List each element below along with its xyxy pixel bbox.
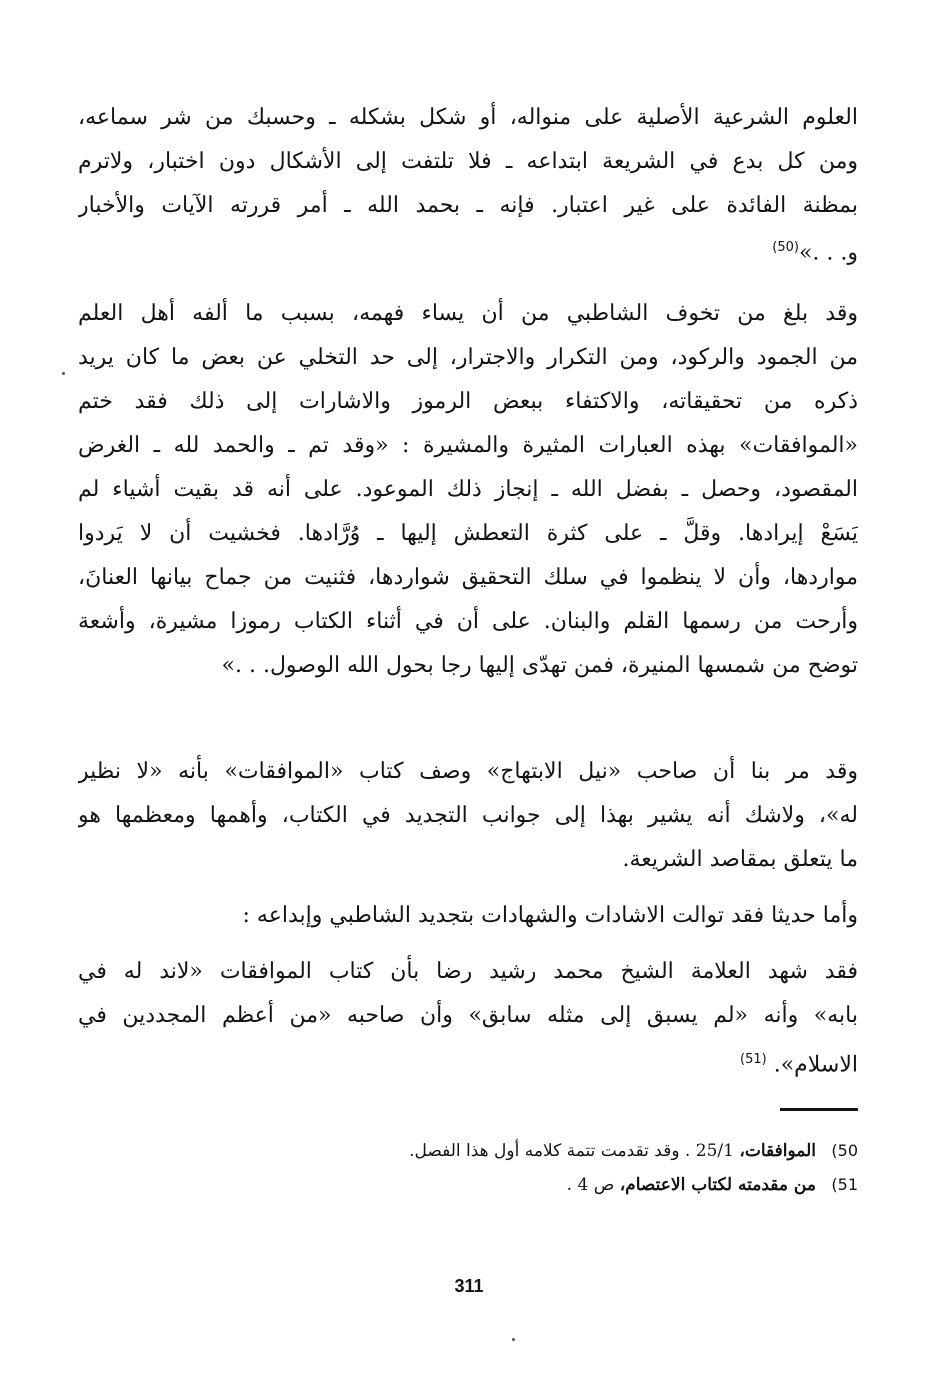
text-line: يَسَعْ إيرادها. وقلَّ ـ على كثرة التعطش إليها ـ وُرَّادها. فخشيت أن لا يَردوا [78,521,858,546]
paragraph-2 [78,292,858,688]
footnote-50 [78,1134,858,1168]
text-line: وقد مر بنا أن صاحب «نيل الابتهاج» وصف كتاب «الموافقات» بأنه «لا نظير [78,759,858,784]
footnote-ref: ص 4 [577,1175,615,1195]
footnote-ref-50: (50) [772,240,799,255]
text-line: «الموافقات» بهذه العبارات المثيرة والمشيرة : «وقد تم ـ والحمد لله ـ الغرض [78,433,858,458]
footnote-title: من مقدمته لكتاب الاعتصام، [619,1175,816,1195]
footnote-text: . وقد تقدمت تتمة كلامه أول هذا الفصل. [409,1141,691,1161]
footnote-title: الموافقات، [739,1141,816,1161]
scan-speck [512,1338,515,1341]
text-line [78,228,858,273]
page-number: 311 [454,1276,484,1296]
paragraph-3 [78,750,858,882]
footnote-ref-51: (51) [740,1052,767,1067]
text-line: فقد شهد العلامة الشيخ محمد رشيد رضا بأن كتاب الموافقات «لاند له في [78,959,858,984]
footnote-number: 50) [831,1141,858,1160]
text-line: وقد بلغ من تخوف الشاطبي من أن يساء فهمه، بسبب ما ألفه أهل العلم [78,301,858,326]
paragraph-1 [78,96,858,273]
paragraph-4 [78,894,858,938]
text-line: مواردها، وأن لا ينظموا في سلك التحقيق شواردها، فثنيت من جماح بيانها العنانَ، [78,565,858,590]
text-line-content: و. . .» [798,240,858,266]
text-line: ومن كل بدع في الشريعة ابتداعه ـ فلا تلتفت إلى الأشكال دون اختبار، ولاترم [78,149,858,174]
text-line: العلوم الشرعية الأصلية على منواله، أو شكل بشكله ـ وحسبك من شر سماعه، [78,105,858,130]
text-line: ذكره من تحقيقاته، والاكتفاء ببعض الرموز والاشارات إلى ذلك فقد ختم [78,389,858,414]
paragraph-5 [78,950,858,1087]
text-line: بابه» وأنه «لم يسبق إلى مثله سابق» وأن صاحبه «من أعظم المجددين في [78,1003,858,1028]
footnote-51 [78,1168,858,1202]
footnote-text: . [566,1175,573,1195]
text-line-content: الاسلام». [773,1052,858,1078]
footnote-ref: 25/1 [695,1141,734,1161]
text-line: توضح من شمسها المنيرة، فمن تهدّى إليها رجا بحول الله الوصول. . .» [221,653,858,678]
text-line [78,1038,858,1087]
footnotes [78,1134,858,1202]
text-line: بمظنة الفائدة على غير اعتبار. فإنه ـ بحمد الله ـ أمر قررته الآيات والأخبار [78,193,858,218]
text-line: من الجمود والركود، ومن التكرار والاجترار، إلى حد التخلي عن بعض ما كان يريد [78,345,858,370]
text-line: وأما حديثا فقد توالت الاشادات والشهادات بتجديد الشاطبي وإبداعه : [242,903,858,928]
scan-speck [62,372,65,375]
text-line: وأرحت من رسمها القلم والبنان. على أن في أثناء الكتاب رموزا مشيرة، وأشعة [78,609,858,634]
text-line: المقصود، وحصل ـ بفضل الله ـ إنجاز ذلك الموعود. على أنه قد بقيت أشياء لم [78,477,858,502]
text-line: ما يتعلق بمقاصد الشريعة. [622,847,858,872]
footnote-number: 51) [831,1175,858,1194]
footnote-separator [780,1108,858,1111]
text-line: له»، ولاشك أنه يشير بهذا إلى جوانب التجديد في الكتاب، وأهمها ومعظمها هو [78,803,858,828]
